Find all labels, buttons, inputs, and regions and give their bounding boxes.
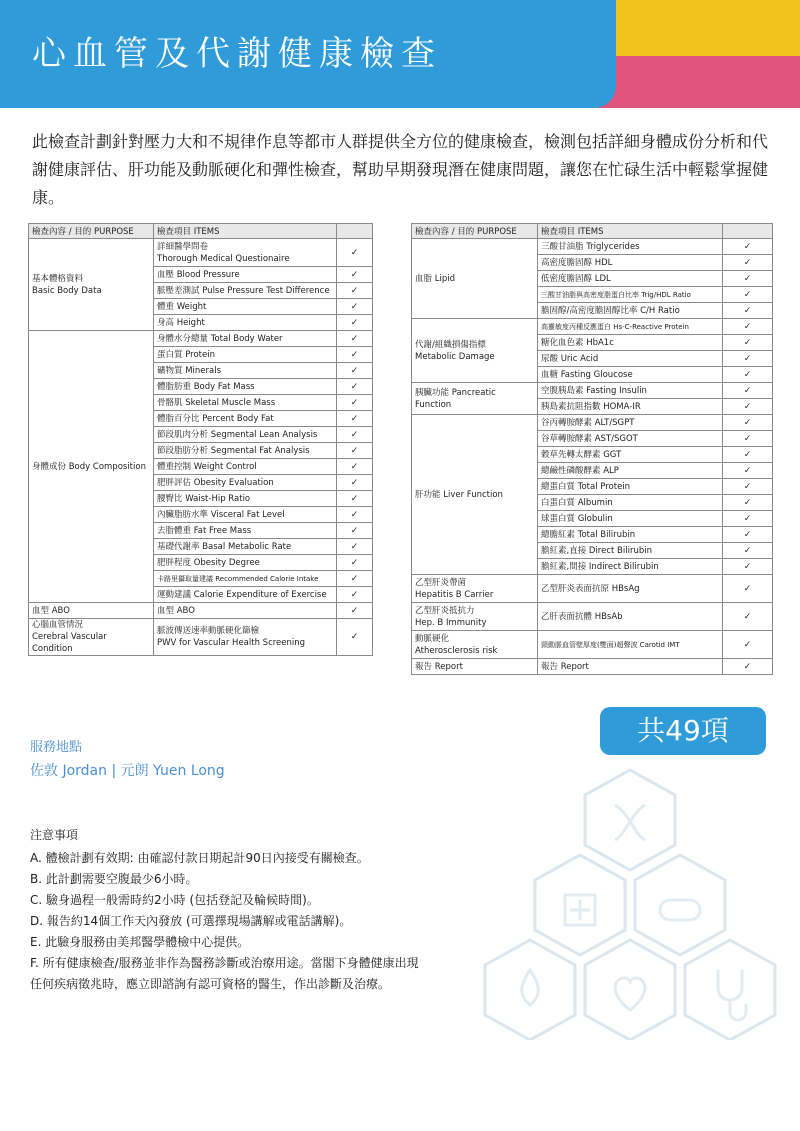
check-cell: ✓: [337, 347, 373, 363]
item-cell: 總膽紅素 Total Bilirubin: [538, 527, 723, 543]
item-cell: 空腹胰島素 Fasting Insulin: [538, 383, 723, 399]
purpose-zh: 代謝/組織損傷指標: [415, 339, 486, 350]
purpose-cell: [29, 603, 154, 619]
purpose-zh: 乙型肝炎抵抗力: [415, 605, 475, 616]
item-cell: 肥胖程度 Obesity Degree: [154, 555, 337, 571]
purpose-header: 檢查內容 / 目的 PURPOSE: [412, 224, 538, 239]
page-title: 心血管及代謝健康檢查: [32, 34, 442, 74]
item-cell: 體脂百分比 Percent Body Fat: [154, 411, 337, 427]
table-row: [412, 659, 773, 675]
item-cell: 白蛋白質 Albumin: [538, 495, 723, 511]
notes-section: [30, 825, 430, 995]
item-cell: 乙型肝炎表面抗原 HBsAg: [538, 575, 723, 603]
table-row: [29, 603, 373, 619]
item-cell: 卡路里攝取量建議 Recommended Calorie Intake: [154, 571, 337, 587]
note-item: F. 所有健康檢查/服務並非作為醫務診斷或治療用途。當閣下身體健康出現任何疾病徵兆時，應立即諮詢有認可資格的醫生，作出診斷及治療。: [30, 956, 419, 991]
purpose-cell: [29, 619, 154, 656]
check-cell: ✓: [723, 335, 773, 351]
item-cell: 谷草轉胺酵素 AST/SGOT: [538, 431, 723, 447]
check-cell: ✓: [723, 543, 773, 559]
location-places: 佐敦 Jordan | 元朗 Yuen Long: [30, 763, 225, 779]
item-cell: 乙肝表面抗體 HBsAb: [538, 603, 723, 631]
item-cell: 肥胖評估 Obesity Evaluation: [154, 475, 337, 491]
purpose-zh: 胰臟功能: [415, 387, 450, 398]
check-header: [723, 224, 773, 239]
check-cell: ✓: [723, 287, 773, 303]
item-cell: 報告 Report: [538, 659, 723, 675]
note-item: E. 此驗身服務由美邦醫學體檢中心提供。: [30, 935, 250, 949]
purpose-en: Metabolic Damage: [415, 351, 495, 362]
dna-icon: [615, 805, 645, 840]
item-cell: 節段脂肪分析 Segmental Fat Analysis: [154, 443, 337, 459]
purpose-en: ABO: [51, 605, 70, 616]
purpose-zh: 乙型肝炎帶菌: [415, 577, 467, 588]
check-cell: ✓: [337, 491, 373, 507]
item-cell: 頸動脈血管壁厚度(雙面)超聲波 Carotid IMT: [538, 631, 723, 659]
table-row: [412, 631, 773, 659]
check-cell: ✓: [723, 463, 773, 479]
check-cell: ✓: [337, 299, 373, 315]
note-item: D. 報告約14個工作天內發放 (可選擇現場講解或電話講解)。: [30, 914, 352, 928]
item-cell: 脈壓差測試 Pulse Pressure Test Difference: [154, 283, 337, 299]
hexagon-shape: [585, 940, 675, 1040]
capsule-icon: [660, 900, 700, 920]
check-cell: ✓: [723, 383, 773, 399]
purpose-en: Cerebral Vascular Condition: [32, 632, 107, 654]
item-cell: 腰臀比 Waist-Hip Ratio: [154, 491, 337, 507]
item-label: PWV for Vascular Health Screening: [157, 638, 306, 648]
check-cell: ✓: [723, 511, 773, 527]
check-cell: ✓: [337, 315, 373, 331]
table-header-row: [412, 224, 773, 239]
purpose-cell: [29, 331, 154, 603]
item-cell: 運動建議 Calorie Expenditure of Exercise: [154, 587, 337, 603]
purpose-cell: [29, 239, 154, 331]
check-cell: ✓: [723, 479, 773, 495]
item-cell: [154, 239, 337, 267]
item-cell: 總蛋白質 Total Protein: [538, 479, 723, 495]
check-cell: ✓: [337, 283, 373, 299]
total-items-badge: 共49項: [600, 707, 766, 755]
check-cell: ✓: [723, 415, 773, 431]
item-cell: 膽固醇/高密度膽固醇比率 C/H Ratio: [538, 303, 723, 319]
check-cell: ✓: [723, 575, 773, 603]
table-row: [412, 603, 773, 631]
purpose-cell: [412, 319, 538, 383]
item-cell: 高靈敏度丙種反應蛋白 Hs-C-Reactive Protein: [538, 319, 723, 335]
purpose-en: Report: [434, 661, 463, 672]
check-header: [337, 224, 373, 239]
table-row: [412, 319, 773, 335]
check-cell: ✓: [337, 427, 373, 443]
medical-hexagon-decoration: [440, 760, 780, 1040]
hexagon-shape: [635, 855, 725, 955]
item-cell: [154, 619, 337, 656]
check-cell: ✓: [723, 603, 773, 631]
item-cell: 低密度膽固醇 LDL: [538, 271, 723, 287]
item-label: 詳細醫學問卷: [157, 241, 209, 252]
purpose-zh: 血型: [32, 605, 50, 616]
purpose-cell: [412, 631, 538, 659]
purpose-en: Atherosclerosis risk: [415, 645, 498, 656]
check-cell: ✓: [337, 411, 373, 427]
purpose-en: Hep. B Immunity: [415, 617, 487, 628]
purpose-en: Pancreatic Function: [415, 387, 496, 410]
item-cell: 球蛋白質 Globulin: [538, 511, 723, 527]
check-cell: ✓: [723, 495, 773, 511]
item-cell: 身高 Height: [154, 315, 337, 331]
item-cell: 體脂肪重 Body Fat Mass: [154, 379, 337, 395]
left-items-table: [28, 223, 373, 656]
check-cell: ✓: [337, 475, 373, 491]
purpose-en: Basic Body Data: [32, 285, 102, 296]
item-label: 脈波傳送速率動脈硬化篩檢: [157, 626, 260, 636]
items-header: 檢查項目 ITEMS: [154, 224, 337, 239]
table-row: [412, 383, 773, 399]
check-cell: ✓: [723, 239, 773, 255]
item-cell: 體重控制 Weight Control: [154, 459, 337, 475]
heart-icon: [615, 978, 645, 1010]
note-item: C. 驗身過程一般需時約2小時 (包括登記及輪候時間)。: [30, 893, 319, 907]
item-cell: 三酸甘油脂 Triglycerides: [538, 239, 723, 255]
check-cell: ✓: [337, 571, 373, 587]
item-cell: 三酸甘油脂與高密度脂蛋白比率 Trig/HDL Ratio: [538, 287, 723, 303]
check-cell: ✓: [337, 239, 373, 267]
check-cell: ✓: [723, 351, 773, 367]
item-cell: 尿酸 Uric Acid: [538, 351, 723, 367]
item-cell: 體重 Weight: [154, 299, 337, 315]
purpose-cell: [412, 659, 538, 675]
check-cell: ✓: [723, 319, 773, 335]
items-header: 檢查項目 ITEMS: [538, 224, 723, 239]
check-cell: ✓: [723, 659, 773, 675]
item-cell: 身體水分總量 Total Body Water: [154, 331, 337, 347]
item-cell: 基礎代謝率 Basal Metabolic Rate: [154, 539, 337, 555]
hexagon-shape: [685, 940, 775, 1040]
right-items-table: [411, 223, 773, 675]
item-cell: 血壓 Blood Pressure: [154, 267, 337, 283]
item-cell: 礦物質 Minerals: [154, 363, 337, 379]
purpose-en: Hepatitis B Carrier: [415, 589, 494, 600]
check-cell: ✓: [337, 587, 373, 603]
item-cell: 血型 ABO: [154, 603, 337, 619]
purpose-zh: 報告: [415, 661, 433, 672]
check-cell: ✓: [337, 379, 373, 395]
item-cell: 骨骼肌 Skeletal Muscle Mass: [154, 395, 337, 411]
table-row: [29, 331, 373, 347]
table-row: [412, 415, 773, 431]
item-cell: 膽紅素,直接 Direct Bilirubin: [538, 543, 723, 559]
purpose-en: Liver Function: [443, 489, 503, 500]
check-cell: ✓: [337, 395, 373, 411]
item-cell: 穀草先轉太酵素 GGT: [538, 447, 723, 463]
check-cell: ✓: [337, 523, 373, 539]
notes-title: 注意事項: [30, 828, 79, 842]
purpose-zh: 心腦血管情況: [32, 620, 84, 630]
table-row: [29, 619, 373, 656]
check-cell: ✓: [337, 507, 373, 523]
check-cell: ✓: [337, 603, 373, 619]
purpose-cell: [412, 415, 538, 575]
table-row: [29, 239, 373, 267]
medical-cross-icon: [565, 895, 595, 925]
intro-text: 此檢查計劃針對壓力大和不規律作息等都市人群提供全方位的健康檢查，檢測包括詳細身體成份分析和代謝健康評估、肝功能及動脈硬化和彈性檢查，幫助早期發現潛在健康問題，讓您在忙碌生活中輕鬆掌握健康。: [32, 132, 769, 207]
purpose-cell: [412, 383, 538, 415]
note-item: A. 體檢計劃有效期: 由確認付款日期起計90日內接受有關檢查。: [30, 851, 369, 865]
water-drop-icon: [522, 970, 539, 1005]
hexagon-shape: [485, 940, 575, 1040]
purpose-zh: 血脂: [415, 273, 433, 284]
check-cell: ✓: [337, 619, 373, 656]
item-cell: 胰島素抗阻指數 HOMA-IR: [538, 399, 723, 415]
item-cell: 去脂體重 Fat Free Mass: [154, 523, 337, 539]
location-title: 服務地點: [30, 740, 83, 755]
purpose-header: 檢查內容 / 目的 PURPOSE: [29, 224, 154, 239]
check-cell: ✓: [723, 399, 773, 415]
purpose-cell: [412, 239, 538, 319]
check-cell: ✓: [337, 459, 373, 475]
check-cell: ✓: [337, 539, 373, 555]
stethoscope-icon: [718, 970, 746, 1020]
item-cell: 高密度膽固醇 HDL: [538, 255, 723, 271]
check-cell: ✓: [723, 527, 773, 543]
purpose-zh: 身體成份: [32, 461, 67, 472]
purpose-en: Lipid: [434, 273, 455, 284]
item-cell: 內臟脂肪水準 Visceral Fat Level: [154, 507, 337, 523]
note-item: B. 此計劃需要空腹最少6小時。: [30, 872, 198, 886]
check-cell: ✓: [337, 267, 373, 283]
purpose-cell: [412, 603, 538, 631]
purpose-zh: 基本體格資料: [32, 273, 84, 284]
item-cell: 蛋白質 Protein: [154, 347, 337, 363]
header-banner: [0, 0, 616, 108]
table-row: [412, 239, 773, 255]
check-cell: ✓: [337, 331, 373, 347]
check-cell: ✓: [723, 303, 773, 319]
item-cell: 膽紅素,間接 Indirect Bilirubin: [538, 559, 723, 575]
table-row: [412, 575, 773, 603]
check-cell: ✓: [723, 255, 773, 271]
item-cell: 谷丙轉胺酵素 ALT/SGPT: [538, 415, 723, 431]
item-label: Thorough Medical Questionaire: [157, 253, 290, 264]
item-cell: 總鹼性磷酸酵素 ALP: [538, 463, 723, 479]
check-cell: ✓: [337, 443, 373, 459]
item-cell: 糖化血色素 HbA1c: [538, 335, 723, 351]
check-cell: ✓: [723, 447, 773, 463]
check-cell: ✓: [723, 631, 773, 659]
item-cell: 血糖 Fasting Gloucose: [538, 367, 723, 383]
table-header-row: [29, 224, 373, 239]
check-cell: ✓: [337, 363, 373, 379]
check-cell: ✓: [723, 431, 773, 447]
purpose-cell: [412, 575, 538, 603]
check-cell: ✓: [723, 559, 773, 575]
check-cell: ✓: [723, 367, 773, 383]
purpose-zh: 動脈硬化: [415, 633, 450, 644]
purpose-en: Body Composition: [68, 461, 146, 472]
check-cell: ✓: [337, 555, 373, 571]
item-cell: 節段肌肉分析 Segmental Lean Analysis: [154, 427, 337, 443]
purpose-zh: 肝功能: [415, 489, 441, 500]
check-cell: ✓: [723, 271, 773, 287]
